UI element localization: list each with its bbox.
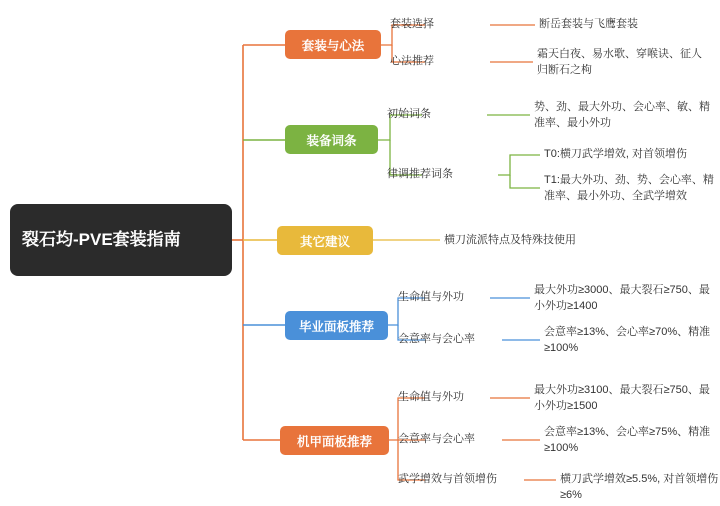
leaf-qita-jianyi: 横刀流派特点及特殊技使用 [444, 234, 576, 246]
leaf-jijia-wuxue: 横刀武学增效≥5.5%, 对首领增伤≥6% [560, 473, 719, 501]
leaf-xinfa-tuijian: 霜天白夜、易水歌、穿喉诀、征人归断石之枸 [537, 48, 702, 76]
branch-node-biye-mianban[interactable]: 毕业面板推荐 [285, 311, 388, 340]
sub-label-jijia-wuxue: 武学增效与首领增伤 [398, 473, 497, 485]
leaf-lvdiao-t0: T0:横刀武学增效, 对首领增伤 [544, 148, 688, 160]
leaf-lvdiao-t1: T1:最大外功、劲、势、会心率、精准率、最小外功、全武学增效 [544, 174, 714, 202]
sub-label-xinfa-tuijian: 心法推荐 [390, 55, 434, 67]
leaf-biye-huiyi: 会意率≥13%、会心率≥70%、精准≥100% [544, 326, 711, 354]
leaf-jijia-huiyi: 会意率≥13%、会心率≥75%、精准≥100% [544, 426, 711, 454]
branch-node-qita-jianyi[interactable]: 其它建议 [277, 226, 373, 255]
sub-label-jijia-shengming: 生命值与外功 [398, 391, 464, 403]
sub-label-lvdiao-citiao: 律调推荐词条 [387, 168, 453, 180]
sub-label-taozhuang-xuanze: 套装选择 [390, 18, 434, 30]
leaf-taozhuang-xuanze: 断岳套装与飞鹰套装 [539, 18, 638, 30]
leaf-jijia-shengming: 最大外功≥3100、最大裂石≥750、最小外功≥1500 [534, 384, 710, 412]
leaf-chushi-citiao: 势、劲、最大外功、会心率、敏、精准率、最小外功 [534, 101, 710, 129]
sub-label-biye-shengming: 生命值与外功 [398, 291, 464, 303]
branch-node-zhuangbei-citiao[interactable]: 装备词条 [285, 125, 378, 154]
root-node[interactable]: 裂石均-PVE套装指南 [10, 204, 232, 276]
leaf-biye-shengming: 最大外功≥3000、最大裂石≥750、最小外功≥1400 [534, 284, 710, 312]
sub-label-biye-huiyi: 会意率与会心率 [398, 333, 475, 345]
branch-node-jijia-mianban[interactable]: 机甲面板推荐 [280, 426, 389, 455]
sub-label-jijia-huiyi: 会意率与会心率 [398, 433, 475, 445]
sub-label-chushi-citiao: 初始词条 [387, 108, 431, 120]
branch-node-taozhuang-yu-xinfa[interactable]: 套装与心法 [285, 30, 381, 59]
